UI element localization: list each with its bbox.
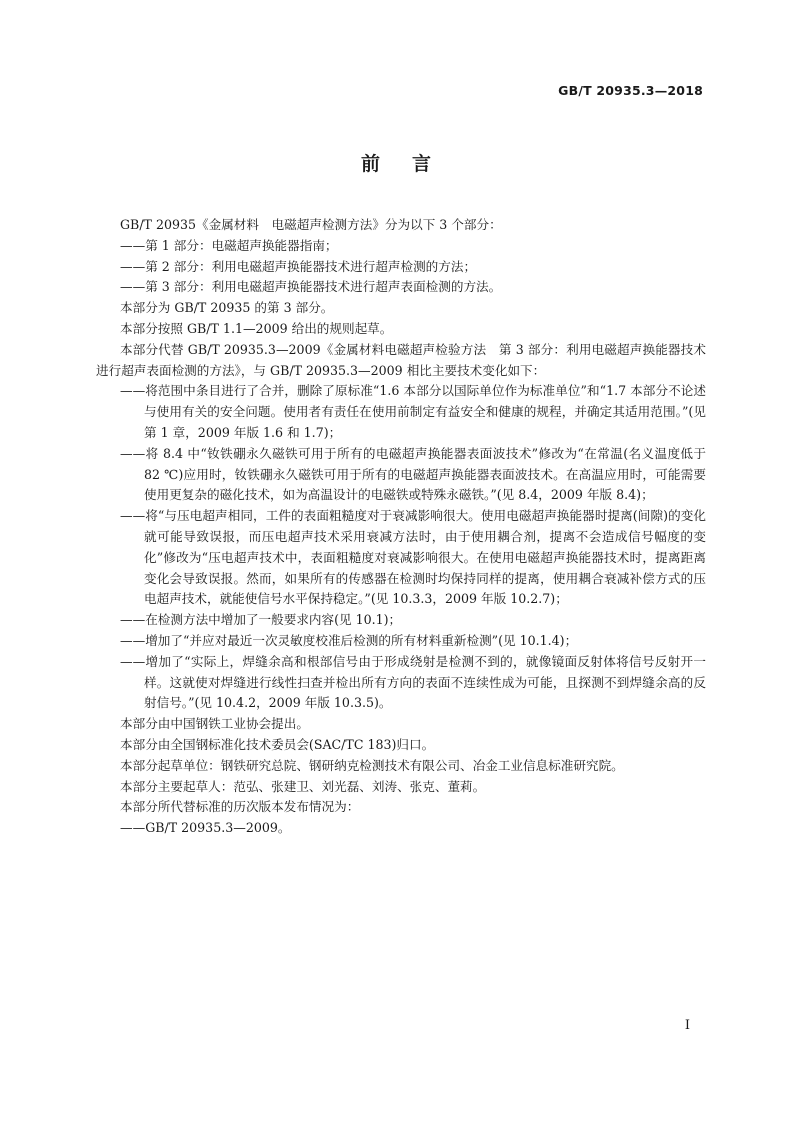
proposed-by-paragraph: 本部分由中国钢铁工业协会提出。 bbox=[120, 716, 309, 732]
intro-paragraph: GB/T 20935《金属材料 电磁超声检测方法》分为以下 3 个部分： bbox=[120, 217, 502, 232]
page-number: I bbox=[684, 1018, 690, 1033]
history-list-item: ——GB/T 20935.3—2009。 bbox=[120, 820, 291, 836]
page-title bbox=[0, 149, 794, 176]
change-list-item: ——将“与压电超声相同，工件的表面粗糙度对于衰减影响很大。使用电磁超声换能器时提离(间隙)的变化就可能导致误报，而压电超声技术采用衰减方法时，由于使用耦合剂，提离不会造成信号幅度的变化”修改为“压电超声技术中，表面粗糙度对衰减影响很大。在使用电磁超声换能器技术时，提离距离变化会导致误报。然而，如果所有的传感器在检测时均保持同样的提离，使用耦合衰减补偿方式的压电超声技术，就能使信号水平保持稳定。”(见 10.3.3，2009 年版 10.2.7)； bbox=[120, 508, 706, 607]
drafters-paragraph: 本部分主要起草人：范弘、张建卫、刘光磊、刘涛、张克、董莉。 bbox=[120, 778, 486, 794]
change-list-item: ——将 8.4 中“钕铁硼永久磁铁可用于所有的电磁超声换能器表面波技术”修改为“在常温(名义温度低于 82 ℃)应用时，钕铁硼永久磁铁可用于所有的电磁超声换能器表面波技术。在高温应用时，可能需要使用更复杂的磁化技术，如为高温设计的电磁铁或特殊永磁铁。”(见 8.4，2009 年版 8.4)； bbox=[120, 445, 706, 503]
replaces-paragraph: 本部分代替 GB/T 20935.3—2009《金属材料电磁超声检验方法 第 3 部分：利用电磁超声换能器技术进行超声表面检测的方法》，与 GB/T 20935.3—2009 相比主要技术变化如下： bbox=[96, 341, 706, 378]
drafting-rule-paragraph: 本部分按照 GB/T 1.1—2009 给出的规则起草。 bbox=[120, 320, 393, 336]
change-list-item: ——将范围中条目进行了合并，删除了原标准“1.6 本部分以国际单位作为标准单位”和“1.7 本部分不论述与使用有关的安全问题。使用者有责任在使用前制定有益安全和健康的规程，并确定其适用范围。”(见第 1 章，2009 年版 1.6 和 1.7)； bbox=[120, 383, 706, 440]
history-intro-paragraph: 本部分所代替标准的历次版本发布情况为： bbox=[120, 799, 360, 815]
part-list-item: ——第 2 部分：利用电磁超声换能器技术进行超声检测的方法； bbox=[120, 258, 477, 274]
title-char-2: 言 bbox=[412, 153, 434, 175]
part-list-item: ——第 3 部分：利用电磁超声换能器技术进行超声表面检测的方法。 bbox=[120, 279, 502, 295]
foreword-body bbox=[96, 215, 706, 839]
standard-code: GB/T 20935.3—2018 bbox=[558, 83, 703, 98]
drafting-units-paragraph: 本部分起草单位：钢铁研究总院、钢研纳克检测技术有限公司、冶金工业信息标准研究院。 bbox=[120, 757, 624, 773]
this-part-paragraph: 本部分为 GB/T 20935 的第 3 部分。 bbox=[120, 300, 334, 316]
title-char-1: 前 bbox=[360, 153, 382, 175]
jurisdiction-paragraph: 本部分由全国钢标准化技术委员会(SAC/TC 183)归口。 bbox=[120, 736, 435, 752]
change-list-item: ——在检测方法中增加了一般要求内容(见 10.1)； bbox=[120, 612, 402, 628]
part-list-item: ——第 1 部分：电磁超声换能器指南； bbox=[120, 237, 338, 253]
change-list-item: ——增加了“并应对最近一次灵敏度校准后检测的所有材料重新检测”(见 10.1.4)； bbox=[120, 632, 578, 648]
change-list-item: ——增加了“实际上，焊缝余高和根部信号由于形成绕射是检测不到的，就像镜面反射体将信号反射开一样。这就使对焊缝进行线性扫查并检出所有方向的表面不连续性成为可能，且探测不到焊缝余高的反射信号。”(见 10.4.2，2009 年版 10.3.5)。 bbox=[120, 653, 706, 711]
